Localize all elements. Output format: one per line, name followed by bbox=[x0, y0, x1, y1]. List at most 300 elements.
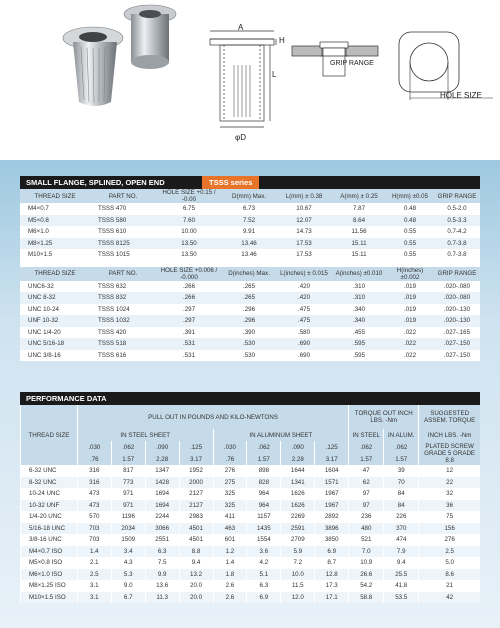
table-cell: 4501 bbox=[179, 534, 213, 546]
table-cell: .391 bbox=[156, 327, 222, 339]
table-cell: 4.3 bbox=[111, 557, 145, 569]
table-cell: 0.5-3.3 bbox=[434, 215, 480, 227]
table-cell: UNC 10-24 bbox=[20, 304, 90, 316]
table-cell: 11.3 bbox=[145, 592, 179, 604]
table-cell: UNC 1/4-20 bbox=[20, 327, 90, 339]
table-cell: 275 bbox=[213, 477, 247, 489]
table-row bbox=[20, 249, 480, 261]
inch-header-cell: GRIP RANGE bbox=[434, 267, 480, 281]
table-cell: 13.50 bbox=[156, 238, 222, 250]
table-cell: M8×1.25 ISO bbox=[21, 580, 78, 592]
table-cell: 36 bbox=[419, 500, 480, 512]
table-cell: 474 bbox=[384, 534, 419, 546]
table-cell: .019 bbox=[386, 304, 434, 316]
grip-range-label: GRIP RANGE bbox=[330, 60, 374, 67]
table-cell: 6.9 bbox=[247, 592, 281, 604]
table-cell: 10.9 bbox=[349, 557, 384, 569]
table-cell: 8-32 UNC bbox=[21, 477, 78, 489]
table-row bbox=[20, 292, 480, 304]
table-cell: .420 bbox=[276, 292, 332, 304]
table-cell: UNC 3/8-16 bbox=[20, 350, 90, 362]
table-cell: 17.53 bbox=[276, 249, 332, 261]
table-cell: 7.9 bbox=[384, 546, 419, 558]
table-cell: 11.5 bbox=[281, 580, 315, 592]
table-cell: 10-32 UNF bbox=[21, 500, 78, 512]
table-cell: 316 bbox=[77, 477, 111, 489]
table-cell: 1.4 bbox=[213, 557, 247, 569]
thickness-in-cell: .030 bbox=[213, 441, 247, 453]
thickness-mm-cell: 3.17 bbox=[315, 453, 349, 465]
table-cell: 10.0 bbox=[281, 569, 315, 581]
table-cell: 13.50 bbox=[156, 249, 222, 261]
table-cell: TSSS 832 bbox=[90, 292, 156, 304]
table-cell: 1967 bbox=[315, 500, 349, 512]
table-cell: M10×1.5 bbox=[20, 249, 90, 261]
table-cell: .022 bbox=[386, 350, 434, 362]
table-cell: 2127 bbox=[179, 488, 213, 500]
thickness-in-cell: .030 bbox=[77, 441, 111, 453]
table-cell: 32 bbox=[419, 488, 480, 500]
table-cell: .340 bbox=[332, 304, 386, 316]
table-row bbox=[21, 500, 481, 512]
table-cell: 26.6 bbox=[349, 569, 384, 581]
table-row bbox=[21, 511, 481, 523]
table-cell: 17.3 bbox=[315, 580, 349, 592]
thickness-mm-cell: 1.57 bbox=[349, 453, 384, 465]
table-cell: 3850 bbox=[315, 534, 349, 546]
performance-table bbox=[20, 405, 480, 603]
table-cell: 1.2 bbox=[213, 546, 247, 558]
perf-thread-size-header: THREAD SIZE bbox=[21, 405, 78, 465]
perf-suggested-header: SUGGESTED ASSEM. TORQUE bbox=[419, 405, 480, 429]
table-cell: 84 bbox=[384, 500, 419, 512]
table-cell: 21 bbox=[419, 580, 480, 592]
thickness-in-cell: .062 bbox=[384, 441, 419, 453]
table-cell: 39 bbox=[384, 465, 419, 477]
table-cell: 964 bbox=[247, 488, 281, 500]
performance-title-bar bbox=[20, 392, 480, 405]
table-cell: 6.3 bbox=[145, 546, 179, 558]
table-cell: 2.6 bbox=[213, 580, 247, 592]
table-cell: 2.6 bbox=[213, 592, 247, 604]
table-cell: 5/16-18 UNC bbox=[21, 523, 78, 535]
table-cell: 325 bbox=[213, 488, 247, 500]
table-cell: M4×0.7 bbox=[20, 203, 90, 215]
table-cell: .297 bbox=[156, 304, 222, 316]
perf-steel-sheet-header: IN STEEL SHEET bbox=[77, 429, 213, 441]
table-cell: 3.1 bbox=[77, 580, 111, 592]
table-cell: .266 bbox=[156, 292, 222, 304]
table-cell: 463 bbox=[213, 523, 247, 535]
table-cell: 7.52 bbox=[222, 215, 276, 227]
table-cell: 1626 bbox=[281, 488, 315, 500]
metric-header-cell: L(mm) ± 0.38 bbox=[276, 189, 332, 203]
table-cell: .027-.150 bbox=[434, 350, 480, 362]
metric-header-row bbox=[20, 189, 480, 203]
table-row bbox=[20, 315, 480, 327]
table-cell: 7.60 bbox=[156, 215, 222, 227]
metric-header-cell: A(mm) ± 0.25 bbox=[332, 189, 386, 203]
table-cell: 1694 bbox=[145, 488, 179, 500]
table-row bbox=[21, 523, 481, 535]
table-row bbox=[20, 203, 480, 215]
table-cell: .022 bbox=[386, 327, 434, 339]
table-cell: 817 bbox=[111, 465, 145, 477]
table-row bbox=[20, 338, 480, 350]
table-cell: 6.7 bbox=[111, 592, 145, 604]
table-cell: TSSS 8125 bbox=[90, 238, 156, 250]
table-cell: 4.2 bbox=[247, 557, 281, 569]
table-row bbox=[20, 238, 480, 250]
table-cell: .019 bbox=[386, 281, 434, 293]
table-cell: 2034 bbox=[111, 523, 145, 535]
table-cell: 1157 bbox=[247, 511, 281, 523]
table-cell: 11.56 bbox=[332, 226, 386, 238]
spec-title: SMALL FLANGE, SPLINED, OPEN END bbox=[26, 178, 165, 187]
metric-header-cell: GRIP RANGE bbox=[434, 189, 480, 203]
table-cell: UNC 5/16-18 bbox=[20, 338, 90, 350]
table-cell: 370 bbox=[384, 523, 419, 535]
inch-header-cell: THREAD SIZE bbox=[20, 267, 90, 281]
metric-header-cell: D(mm) Max. bbox=[222, 189, 276, 203]
table-cell: 22 bbox=[419, 477, 480, 489]
table-cell: 9.9 bbox=[145, 569, 179, 581]
dim-label-d: φD bbox=[235, 133, 246, 142]
table-cell: 1952 bbox=[179, 465, 213, 477]
table-cell: 2244 bbox=[145, 511, 179, 523]
spec-section bbox=[20, 176, 480, 361]
inch-header-cell: A(inches) ±0.010 bbox=[332, 267, 386, 281]
table-row bbox=[20, 350, 480, 362]
table-cell: 898 bbox=[247, 465, 281, 477]
table-cell: 325 bbox=[213, 500, 247, 512]
table-cell: 13.2 bbox=[179, 569, 213, 581]
table-cell: 5.3 bbox=[111, 569, 145, 581]
table-cell: 7.2 bbox=[281, 557, 315, 569]
perf-in-steel-header: IN STEEL bbox=[349, 429, 384, 441]
metric-header-cell: H(mm) ±0.05 bbox=[386, 189, 434, 203]
table-cell: 6.3 bbox=[247, 580, 281, 592]
table-cell: 9.91 bbox=[222, 226, 276, 238]
table-cell: 53.5 bbox=[384, 592, 419, 604]
table-cell: 0.7-3.8 bbox=[434, 249, 480, 261]
product-header-area bbox=[0, 0, 500, 160]
table-cell: 8.64 bbox=[332, 215, 386, 227]
table-cell: 8.6 bbox=[419, 569, 480, 581]
table-cell: 3/8-16 UNC bbox=[21, 534, 78, 546]
table-cell: 5.0 bbox=[419, 557, 480, 569]
table-cell: 570 bbox=[77, 511, 111, 523]
table-cell: 97 bbox=[349, 500, 384, 512]
table-cell: .027-.165 bbox=[434, 327, 480, 339]
table-cell: .690 bbox=[276, 350, 332, 362]
table-cell: 75 bbox=[419, 511, 480, 523]
metric-header-cell: THREAD SIZE bbox=[20, 189, 90, 203]
table-cell: .022 bbox=[386, 338, 434, 350]
perf-alum-sheet-header: IN ALUMINUM SHEET bbox=[213, 429, 349, 441]
table-cell: 1428 bbox=[145, 477, 179, 489]
perf-pullout-header: PULL OUT IN POUNDS AND KILO-NEWTONS bbox=[77, 405, 348, 429]
inch-header-row bbox=[20, 267, 480, 281]
table-cell: 773 bbox=[111, 477, 145, 489]
thickness-in-cell: .062 bbox=[247, 441, 281, 453]
table-cell: 1.4 bbox=[77, 546, 111, 558]
thickness-in-cell: .125 bbox=[315, 441, 349, 453]
table-cell: 10.00 bbox=[156, 226, 222, 238]
table-cell: 14.73 bbox=[276, 226, 332, 238]
table-cell: 12.07 bbox=[276, 215, 332, 227]
table-cell: 12.8 bbox=[315, 569, 349, 581]
table-cell: .530 bbox=[222, 350, 276, 362]
table-cell: 8.8 bbox=[179, 546, 213, 558]
table-cell: 13.6 bbox=[145, 580, 179, 592]
table-cell: 13.46 bbox=[222, 238, 276, 250]
table-cell: .595 bbox=[332, 350, 386, 362]
table-cell: 411 bbox=[213, 511, 247, 523]
table-cell: .531 bbox=[156, 350, 222, 362]
table-cell: 2.5 bbox=[77, 569, 111, 581]
table-cell: .265 bbox=[222, 281, 276, 293]
table-cell: M6×1.0 bbox=[20, 226, 90, 238]
table-cell: 1554 bbox=[247, 534, 281, 546]
table-cell: 1604 bbox=[315, 465, 349, 477]
table-cell: 6.73 bbox=[222, 203, 276, 215]
table-cell: TSSS 610 bbox=[90, 226, 156, 238]
performance-title: PERFORMANCE DATA bbox=[26, 394, 107, 403]
table-cell: 3.1 bbox=[77, 592, 111, 604]
table-cell: UNC6-32 bbox=[20, 281, 90, 293]
table-cell: 1694 bbox=[145, 500, 179, 512]
dim-label-h: H bbox=[279, 36, 285, 45]
table-cell: 473 bbox=[77, 488, 111, 500]
table-cell: 10.67 bbox=[276, 203, 332, 215]
metric-header-cell: PART NO. bbox=[90, 189, 156, 203]
table-cell: 58.8 bbox=[349, 592, 384, 604]
table-row bbox=[20, 281, 480, 293]
table-cell: .019 bbox=[386, 292, 434, 304]
table-cell: 276 bbox=[419, 534, 480, 546]
table-row bbox=[21, 488, 481, 500]
table-cell: 41.8 bbox=[384, 580, 419, 592]
table-cell: .390 bbox=[222, 327, 276, 339]
series-badge: TSSS series bbox=[202, 176, 259, 189]
inch-header-cell: H(inches) ±0.002 bbox=[386, 267, 434, 281]
table-cell: 2269 bbox=[281, 511, 315, 523]
table-cell: 6.9 bbox=[315, 546, 349, 558]
table-cell: 1626 bbox=[281, 500, 315, 512]
table-row bbox=[20, 215, 480, 227]
perf-plated-header: PLATED SCREW GRADE 5 GRADE 8.8 bbox=[419, 441, 480, 465]
thickness-mm-cell: 2.28 bbox=[281, 453, 315, 465]
inch-header-cell: D(inches) Max. bbox=[222, 267, 276, 281]
perf-torque-header: TORQUE OUT INCH LBS. -Nm bbox=[349, 405, 419, 429]
table-cell: 84 bbox=[384, 488, 419, 500]
table-cell: 2127 bbox=[179, 500, 213, 512]
table-cell: 42 bbox=[419, 592, 480, 604]
inch-header-cell: L(inches) ± 0.015 bbox=[276, 267, 332, 281]
table-row bbox=[21, 465, 481, 477]
table-cell: 1509 bbox=[111, 534, 145, 546]
table-cell: 601 bbox=[213, 534, 247, 546]
table-cell: 316 bbox=[77, 465, 111, 477]
table-cell: 10-24 UNC bbox=[21, 488, 78, 500]
table-row bbox=[21, 477, 481, 489]
table-cell: .310 bbox=[332, 281, 386, 293]
table-cell: 2892 bbox=[315, 511, 349, 523]
table-cell: 0.48 bbox=[386, 203, 434, 215]
table-cell: 971 bbox=[111, 488, 145, 500]
table-cell: 0.55 bbox=[386, 226, 434, 238]
table-cell: .475 bbox=[276, 315, 332, 327]
table-cell: .020-.130 bbox=[434, 315, 480, 327]
table-cell: 2709 bbox=[281, 534, 315, 546]
table-cell: 0.55 bbox=[386, 249, 434, 261]
table-cell: 1644 bbox=[281, 465, 315, 477]
table-cell: M8×1.25 bbox=[20, 238, 90, 250]
table-cell: 1/4-20 UNC bbox=[21, 511, 78, 523]
thickness-mm-cell: 3.17 bbox=[179, 453, 213, 465]
thickness-in-cell: .090 bbox=[145, 441, 179, 453]
table-cell: M4×0.7 ISO bbox=[21, 546, 78, 558]
table-cell: .690 bbox=[276, 338, 332, 350]
table-row bbox=[21, 546, 481, 558]
perf-in-alum-header: IN ALUM. bbox=[384, 429, 419, 441]
thickness-in-cell: .062 bbox=[111, 441, 145, 453]
table-cell: .530 bbox=[222, 338, 276, 350]
dimension-drawing bbox=[200, 25, 285, 135]
table-cell: 3.4 bbox=[111, 546, 145, 558]
table-cell: .266 bbox=[156, 281, 222, 293]
table-cell: 6.75 bbox=[156, 203, 222, 215]
table-cell: 2.1 bbox=[77, 557, 111, 569]
thickness-mm-cell: .76 bbox=[213, 453, 247, 465]
table-cell: .310 bbox=[332, 292, 386, 304]
table-row bbox=[20, 226, 480, 238]
table-cell: UNC 8-32 bbox=[20, 292, 90, 304]
thickness-in-cell: .062 bbox=[349, 441, 384, 453]
table-cell: 12.0 bbox=[281, 592, 315, 604]
table-cell: 473 bbox=[77, 500, 111, 512]
table-cell: .455 bbox=[332, 327, 386, 339]
table-row bbox=[21, 592, 481, 604]
table-row bbox=[21, 557, 481, 569]
table-cell: 1571 bbox=[315, 477, 349, 489]
inch-header-cell: PART NO. bbox=[90, 267, 156, 281]
table-cell: 20.0 bbox=[179, 592, 213, 604]
table-cell: 703 bbox=[77, 534, 111, 546]
table-cell: 1341 bbox=[281, 477, 315, 489]
table-cell: 6-32 UNC bbox=[21, 465, 78, 477]
table-cell: 2.5 bbox=[419, 546, 480, 558]
table-cell: 1.8 bbox=[213, 569, 247, 581]
table-cell: 480 bbox=[349, 523, 384, 535]
table-cell: 2000 bbox=[179, 477, 213, 489]
table-cell: .020-.080 bbox=[434, 292, 480, 304]
thickness-mm-cell: .76 bbox=[77, 453, 111, 465]
table-cell: M6×1.0 ISO bbox=[21, 569, 78, 581]
table-cell: .296 bbox=[222, 315, 276, 327]
table-row bbox=[21, 580, 481, 592]
table-cell: 47 bbox=[349, 465, 384, 477]
table-cell: TSSS 1032 bbox=[90, 315, 156, 327]
table-cell: 15.11 bbox=[332, 238, 386, 250]
table-cell: 703 bbox=[77, 523, 111, 535]
table-cell: 226 bbox=[384, 511, 419, 523]
table-cell: 236 bbox=[349, 511, 384, 523]
table-cell: 7.5 bbox=[145, 557, 179, 569]
table-cell: TSSS 1024 bbox=[90, 304, 156, 316]
dim-label-a: A bbox=[238, 23, 244, 32]
table-cell: 828 bbox=[247, 477, 281, 489]
table-cell: 62 bbox=[349, 477, 384, 489]
table-cell: 2983 bbox=[179, 511, 213, 523]
table-cell: .020-.130 bbox=[434, 304, 480, 316]
table-cell: 0.7-3.8 bbox=[434, 238, 480, 250]
spec-title-bar bbox=[20, 176, 480, 189]
table-cell: TSSS 1015 bbox=[90, 249, 156, 261]
table-cell: 521 bbox=[349, 534, 384, 546]
table-cell: M5×0.8 bbox=[20, 215, 90, 227]
table-cell: 17.53 bbox=[276, 238, 332, 250]
table-cell: 0.48 bbox=[386, 215, 434, 227]
table-row bbox=[20, 304, 480, 316]
table-cell: 1435 bbox=[247, 523, 281, 535]
table-cell: 276 bbox=[213, 465, 247, 477]
table-cell: 2551 bbox=[145, 534, 179, 546]
table-cell: 70 bbox=[384, 477, 419, 489]
table-cell: M5×0.8 ISO bbox=[21, 557, 78, 569]
table-cell: 3066 bbox=[145, 523, 179, 535]
table-cell: TSSS 632 bbox=[90, 281, 156, 293]
table-row bbox=[21, 569, 481, 581]
table-cell: TSSS 580 bbox=[90, 215, 156, 227]
table-cell: 964 bbox=[247, 500, 281, 512]
spec-table bbox=[20, 189, 480, 361]
table-cell: 2591 bbox=[281, 523, 315, 535]
table-cell: UNF 10-32 bbox=[20, 315, 90, 327]
dim-label-l: L bbox=[272, 70, 277, 79]
table-cell: TSSS 616 bbox=[90, 350, 156, 362]
hole-size-label: HOLE SIZE bbox=[440, 91, 482, 100]
table-cell: 0.55 bbox=[386, 238, 434, 250]
table-cell: 54.2 bbox=[349, 580, 384, 592]
table-cell: .296 bbox=[222, 304, 276, 316]
table-cell: .420 bbox=[276, 281, 332, 293]
table-cell: 0.7-4.2 bbox=[434, 226, 480, 238]
table-cell: 15.11 bbox=[332, 249, 386, 261]
table-cell: TSSS 420 bbox=[90, 327, 156, 339]
table-cell: .297 bbox=[156, 315, 222, 327]
table-cell: 3.6 bbox=[247, 546, 281, 558]
thickness-mm-cell: 1.57 bbox=[111, 453, 145, 465]
table-row bbox=[21, 534, 481, 546]
table-cell: 3896 bbox=[315, 523, 349, 535]
table-cell: 5.1 bbox=[247, 569, 281, 581]
table-cell: 13.46 bbox=[222, 249, 276, 261]
perf-inch-lbs-header: INCH LBS. -Nm bbox=[419, 429, 480, 441]
thickness-in-cell: .090 bbox=[281, 441, 315, 453]
metric-header-cell: HOLE SIZE +0.15 / -0.00 bbox=[156, 189, 222, 203]
table-cell: .595 bbox=[332, 338, 386, 350]
table-cell: 12 bbox=[419, 465, 480, 477]
table-cell: 1196 bbox=[111, 511, 145, 523]
table-cell: 8.7 bbox=[315, 557, 349, 569]
perf-thickness-mm-row bbox=[21, 453, 481, 465]
thickness-in-cell: .125 bbox=[179, 441, 213, 453]
table-cell: 9.0 bbox=[111, 580, 145, 592]
table-cell: .265 bbox=[222, 292, 276, 304]
table-cell: 25.5 bbox=[384, 569, 419, 581]
